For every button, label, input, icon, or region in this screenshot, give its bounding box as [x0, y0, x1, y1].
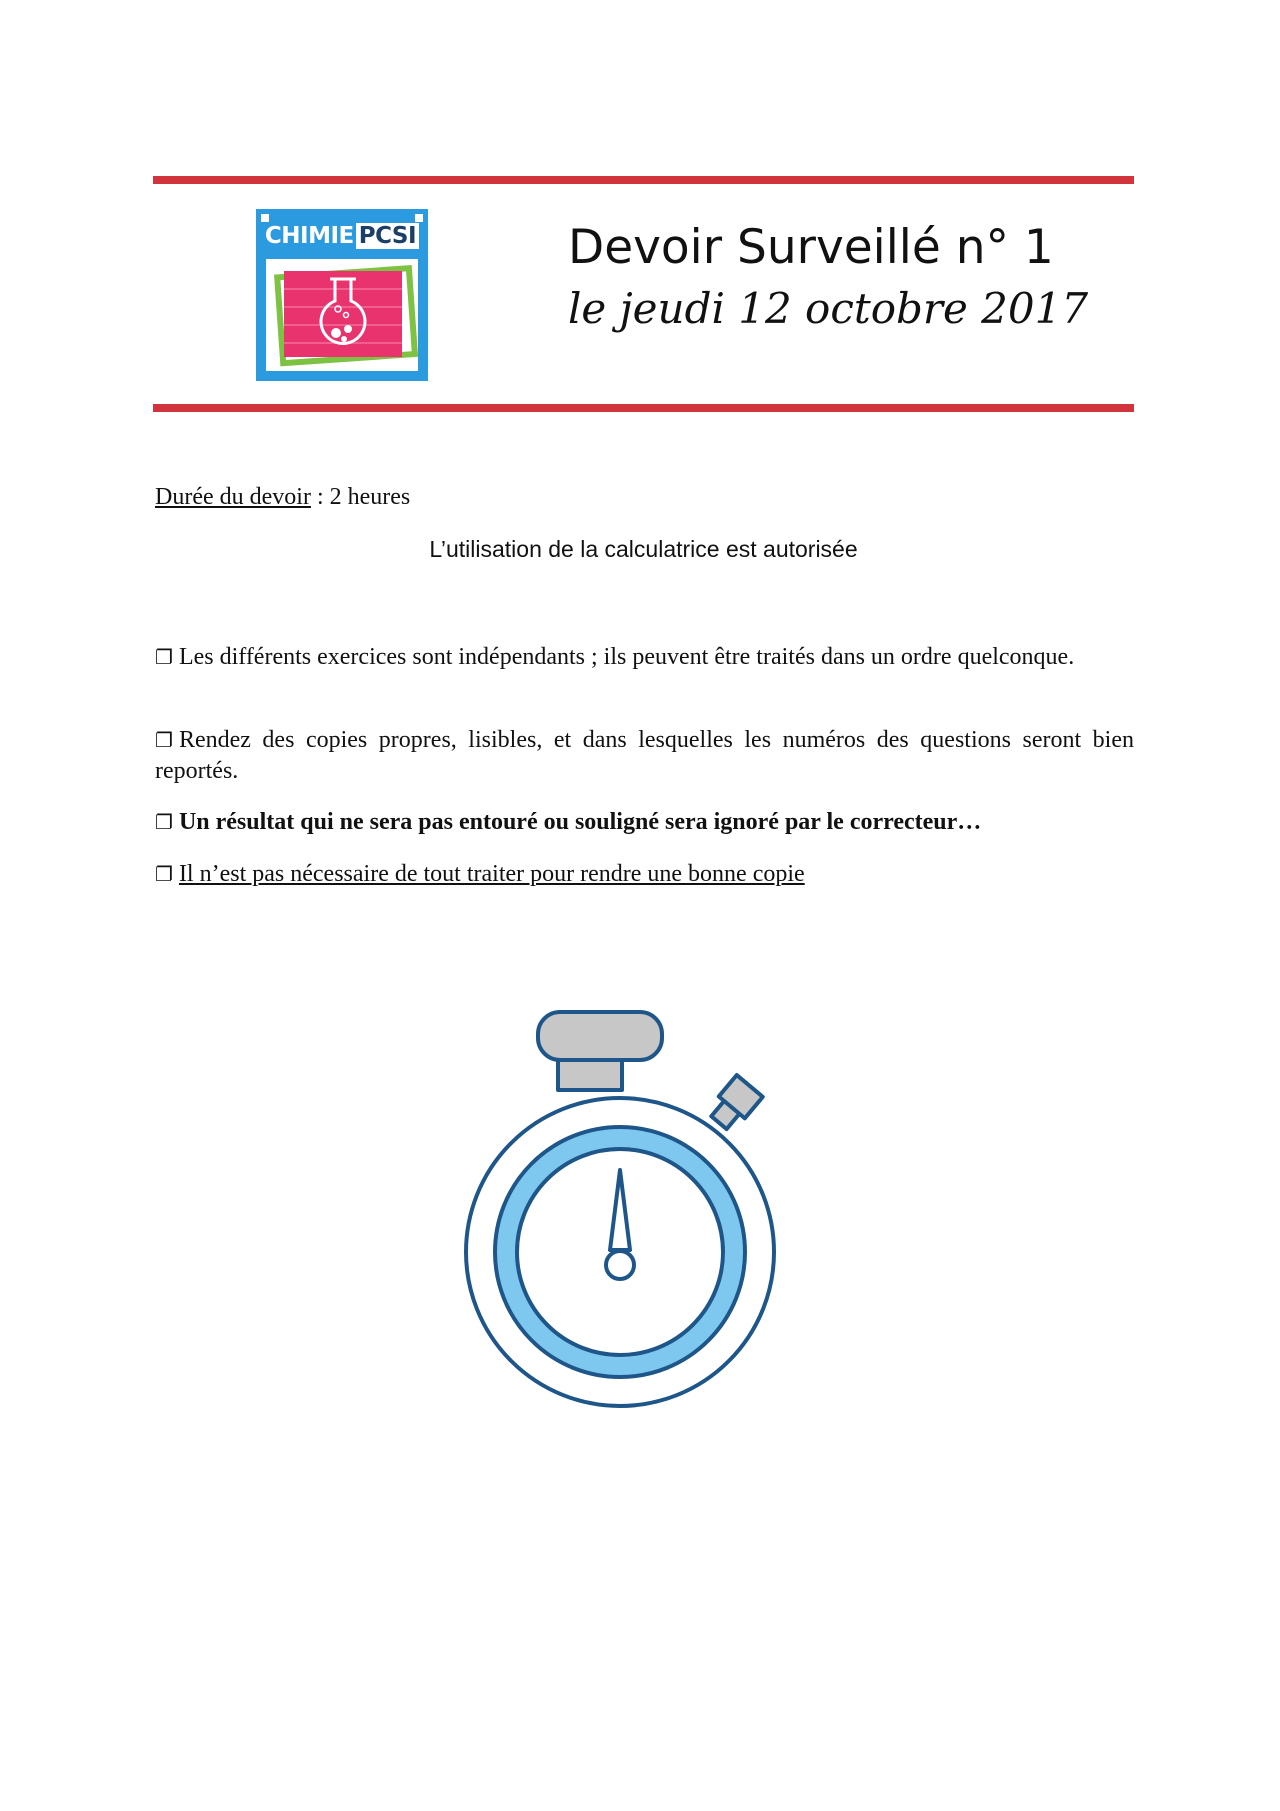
calculator-notice: L’utilisation de la calculatrice est autorisée	[429, 536, 858, 562]
exam-date: le jeudi 12 octobre 2017	[568, 284, 1089, 333]
duration-value: 2 heures	[329, 484, 411, 510]
rule-item	[155, 859, 1134, 890]
bullet-box-icon: ❐	[155, 810, 173, 834]
exam-title: Devoir Surveillé n° 1	[568, 220, 1054, 275]
header-top-rule	[153, 176, 1134, 184]
bullet-box-icon: ❐	[155, 645, 173, 669]
duration-label: Durée du devoir	[155, 484, 311, 510]
duration-separator: :	[310, 484, 330, 510]
stopwatch-icon	[440, 1000, 800, 1430]
chimie-pcsi-logo	[256, 209, 428, 381]
rule-item	[155, 807, 1134, 838]
exam-duration	[155, 484, 410, 511]
rule-text: Rendez des copies propres, lisibles, et dans lesquelles les numéros des questions seront bien reportés.	[155, 727, 1134, 784]
rule-item	[155, 725, 1134, 787]
rule-text: Les différents exercices sont indépendants ; ils peuvent être traités dans un ordre quelconque.	[178, 644, 1075, 670]
rule-text: Il n’est pas nécessaire de tout traiter pour rendre une bonne copie	[178, 861, 805, 887]
bullet-box-icon: ❐	[155, 862, 173, 886]
logo-word-chimie: CHIMIE	[264, 223, 354, 249]
bullet-box-icon: ❐	[155, 728, 173, 752]
logo-corner-square	[261, 214, 269, 222]
rule-item	[155, 642, 1134, 673]
flask-logo-icon	[266, 259, 418, 371]
logo-word-pcsi: PCSI	[356, 223, 419, 249]
header-bottom-rule	[153, 404, 1134, 412]
logo-card	[266, 259, 418, 371]
logo-text	[256, 223, 428, 249]
logo-corner-square	[415, 214, 423, 222]
rule-text: Un résultat qui ne sera pas entouré ou souligné sera ignoré par le correcteur…	[178, 809, 982, 835]
